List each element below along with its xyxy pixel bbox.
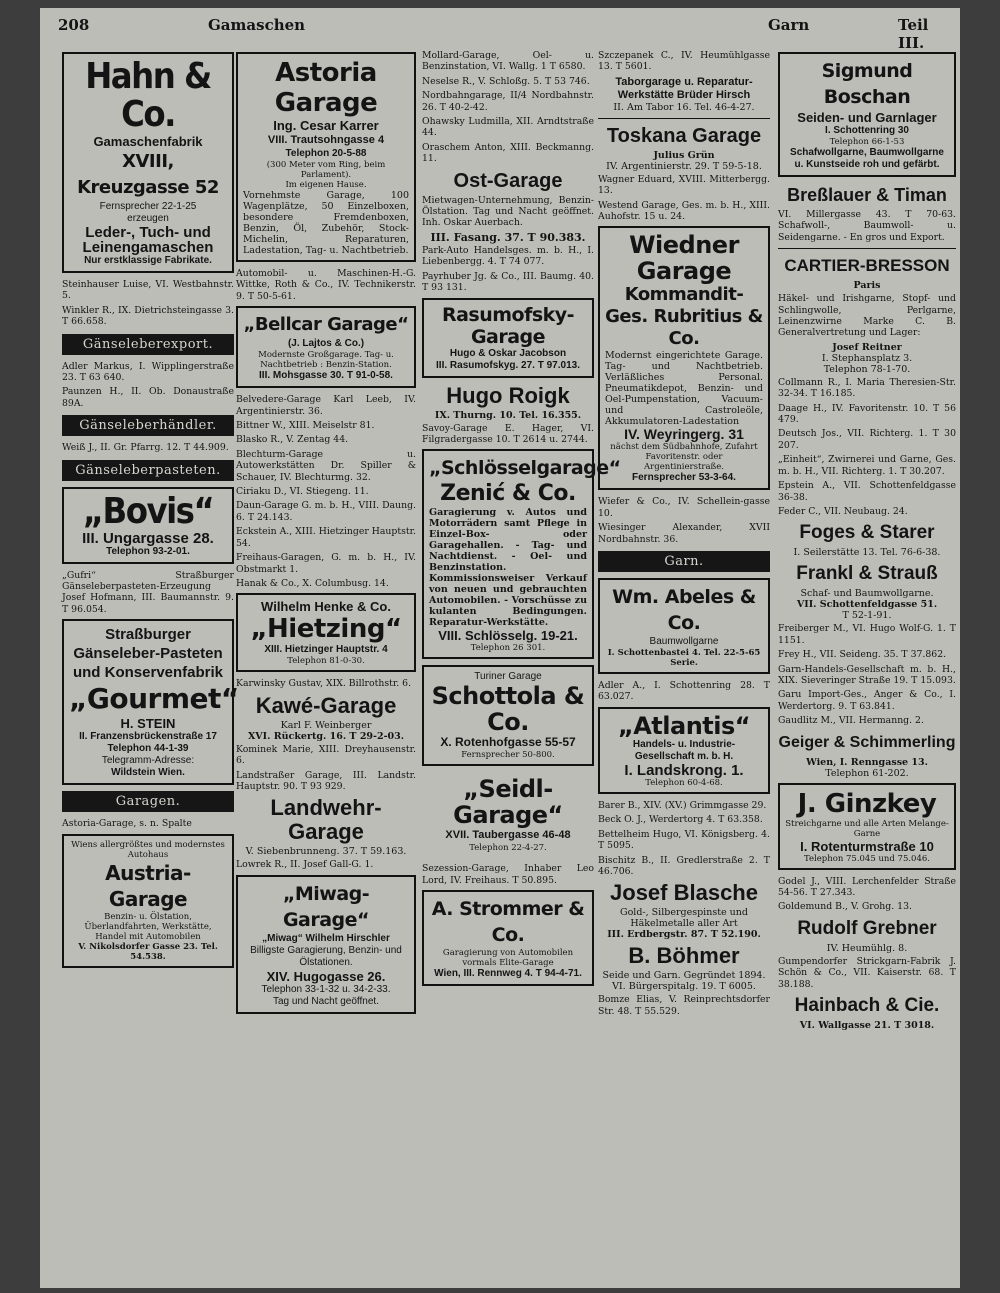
ad-text: Vornehmste Garage, 100 Wagenplätze, 50 Einzelboxen, besondere Fremdenboxen, Benzin, Öl, Zubehör, Stock-Michelin, Reparaturen, Ladestation, Tag- u. Nachtbetrieb.: [243, 190, 409, 256]
ad-astoria: [236, 52, 416, 262]
ad-address: XIII. Hietzinger Hauptstr. 4: [264, 644, 388, 656]
list-item: Steinhauser Luise, VI. Westbahnstr. 5.: [62, 279, 234, 302]
ad-text: Gold-, Silbergespinste und Häkelmetalle aller Art: [620, 907, 748, 930]
ad-address: IX. Thurng. 10. Tel. 16.355.: [434, 409, 582, 421]
ad-address: I. Rotenturmstraße 10: [800, 838, 934, 854]
list-item: Garu Import-Ges., Anger & Co., I. Werdertorg. 9. T 63.841.: [778, 689, 956, 712]
ad-text: Billigste Garagierung, Benzin- und Ölstationen.: [250, 944, 402, 968]
list-item: Freiberger M., VI. Hugo Wolf-G. 1. T 1151.: [778, 623, 956, 646]
ad-phone: Telephon 44-1-39: [107, 743, 189, 755]
ad-text: Seide und Garn. Gegründet 1894.: [602, 970, 766, 982]
ad-owner: H. STEIN: [120, 716, 176, 732]
ad-roigk-title: Hugo Roigk: [446, 382, 570, 408]
ad-text: (300 Meter vom Ring, beim Parlament).: [266, 160, 386, 180]
list-item: Payrhuber Jg. & Co., III. Baumg. 40. T 93 131.: [422, 270, 594, 294]
ad-owner: „Miwag“ Wilhelm Hirschler: [262, 932, 390, 944]
ad-owner: Josef Reitner: [832, 341, 902, 353]
ad-title: Hahn & Co.: [85, 56, 211, 135]
list-item: Sezession-Garage, Inhaber Leo Lord, IV. Freihaus. T 50.895.: [422, 863, 594, 886]
ad-phone: Telephon 78-1-70.: [823, 363, 911, 375]
list-item: Daun-Garage G. m. b. H., VIII. Daung. 6. T 24.143.: [236, 500, 416, 523]
list-item: Daage H., IV. Favoritenstr. 10. T 56 479.: [778, 402, 956, 426]
ad-text: Garagierung v. Autos und Motorrädern samt Pflege in Einzel-Box- oder Garagehallen. - Tag- und Nachtdienst. - Oel- und Benzinstation. Kommissionsweiser Verkauf von neuen und gebrauchten Automobilen. - Vorschüsse zu kulanten Bedingungen. Reparatur-Werkstätte.: [429, 507, 587, 629]
ad-text: Modernste Großgarage. Tag- u. Nachtbetrieb : Benzin-Station.: [258, 350, 394, 371]
list-item: Eckstein A., XIII. Hietzinger Hauptstr. 54.: [236, 526, 416, 549]
ad-cartier-title: CARTIER-BRESSON: [784, 256, 950, 276]
ad-subtitle: Schaf- und Baumwollgarne.: [800, 588, 934, 600]
ad-title: J. Ginzkey: [797, 788, 937, 819]
list-item: „Einheit“, Zwirnerei und Garne, Ges. m. b. H., VII. Richterg. 1. T 30.207.: [778, 454, 956, 477]
ad-address: VI. Wallgasse 21. T 3018.: [799, 1020, 935, 1031]
column-2: [236, 48, 416, 1284]
ad-title: „Seidl-Garage“: [453, 775, 563, 830]
list-item: Wagner Eduard, XVIII. Mitterbergg. 13.: [598, 173, 770, 197]
list-item: Ciriaku D., VI. Stiegeng. 11.: [236, 486, 369, 498]
list-item: Epstein A., VII. Schottenfeldgasse 36-38.: [778, 480, 956, 503]
list-item: Savoy-Garage E. Hager, VI. Filgradergasse 10. T 2614 u. 2744.: [422, 422, 594, 445]
page-header: [58, 12, 954, 52]
section-heading: Garagen.: [62, 791, 234, 812]
ad-text: VI. Millergasse 43. T 70-63. Schafwoll-, Baumwoll- u. Seidengarne. - En gros und Export.: [778, 209, 956, 243]
ad-ginzkey: [778, 783, 956, 870]
ad-text: Tag und Nacht geöffnet.: [272, 995, 379, 1007]
ad-phone: T 52-1-91.: [842, 610, 892, 622]
list-item: Winkler R., IX. Dietrichsteingasse 3. T 66.658.: [62, 304, 234, 328]
ad-strommer: [422, 890, 594, 986]
list-item: Landstraßer Garage, III. Landstr. Hauptstr. 90. T 93 929.: [236, 769, 416, 792]
ad-geiger-title: Geiger & Schimmerling: [778, 733, 956, 751]
ad-text: Schafwollgarne, Baumwollgarne u. Kunstseide roh und gefärbt.: [790, 147, 944, 170]
ad-address: VI. Bürgerspitalg. 19. T 6005.: [612, 981, 756, 993]
ad-subtitle: Gamaschenfabrik: [93, 134, 203, 149]
ad-phone: Telephon 66-1-53: [829, 137, 905, 147]
ad-address: XVIII, Kreuzgasse 52: [77, 151, 219, 198]
list-item: Kominek Marie, XIII. Dreyhausenstr. 6.: [236, 743, 416, 767]
ad-title: Rasumofsky-Garage: [441, 303, 575, 348]
ad-bellcar: [236, 306, 416, 388]
ad-title: Wm. Abeles & Co.: [612, 586, 756, 635]
ad-gourmet: [62, 619, 239, 785]
ad-text: Turiner Garage: [474, 671, 542, 683]
ad-wiedner: [598, 226, 770, 490]
column-4: [598, 48, 770, 1284]
ad-address: III. Ungargasse 28.: [82, 529, 214, 547]
header-left-word: Gamaschen: [208, 16, 306, 34]
directory-page: [40, 8, 960, 1288]
list-item: Astoria-Garage, s. n. Spalte: [62, 818, 192, 830]
column-3: [422, 48, 621, 1284]
ad-text: Handels- u. Industrie-Gesellschaft m. b. H.: [632, 738, 736, 762]
list-item: Westend Garage, Ges. m. b. H., XIII. Auhofstr. 15 u. 24.: [598, 199, 770, 223]
ad-frankl-title: Frankl & Strauß: [796, 563, 938, 585]
list-item: Gumpendorfer Strickgarn-Fabrik J. Schön & Co., VII. Kaiserstr. 68. T 38.188.: [778, 955, 956, 990]
list-item: Lowrek R., II. Josef Gall-G. 1.: [236, 859, 374, 871]
list-item: Park-Auto Handelsges. m. b. H., I. Liebenbergg. 4. T 74 077.: [422, 244, 594, 268]
ad-title: Wiedner Garage: [629, 231, 739, 286]
ad-hahn: [62, 52, 234, 273]
list-item: „Gufri“ Straßburger Gänseleberpasteten-Erzeugung Josef Hofmann, III. Baumannstr. 9. T 96.054.: [62, 569, 234, 615]
ad-title: „Miwag-Garage“: [282, 882, 370, 931]
ad-address: III. Rasumofskyg. 27. T 97.013.: [436, 359, 580, 371]
ad-owner: Karl F. Weinberger: [280, 719, 372, 731]
list-item: Neselse R., V. Schloßg. 5. T 53 746.: [422, 75, 590, 87]
ad-phone: Telephon 61-202.: [825, 767, 909, 779]
ad-address: I. Stephansplatz 3.: [821, 352, 913, 364]
column-1: [62, 48, 239, 1284]
ad-phone: Fernsprecher 22-1-25: [99, 201, 197, 212]
ad-text: Mietwagen-Unternehmung, Benzin-Ölstation. Tag und Nacht geöffnet. Inh. Oskar Auerbach.: [422, 194, 594, 229]
ad-subtitle: Seiden- und Garnlager: [797, 110, 937, 125]
list-item: Garn-Handels-Gesellschaft m. b. H., XIX. Sieveringer Straße 19. T 15.093.: [778, 663, 956, 686]
list-item: Ohawsky Ludmilla, XII. Arndtstraße 44.: [422, 116, 594, 139]
ad-title: A. Strommer & Co.: [431, 898, 585, 947]
divider: [778, 248, 956, 249]
ad-text: Streichgarne und alle Arten Melange-Garne: [785, 818, 949, 839]
list-item: Paunzen H., II. Ob. Donaustraße 89A.: [62, 386, 234, 409]
ad-boschan: [778, 52, 956, 177]
ad-address: VIII. Schlösselg. 19-21.: [438, 628, 578, 644]
list-item: Adler A., I. Schottenring 28. T 63.027.: [598, 680, 770, 703]
ad-text: erzeugen: [127, 213, 169, 224]
ad-text: Garagierung von Automobilen vormals Elite-Garage: [442, 948, 574, 969]
ad-text: Im eigenen Hause.: [285, 180, 367, 190]
ad-title: „Atlantis“: [617, 711, 751, 740]
ad-address: III. Fasang. 37. T 90.383.: [430, 230, 586, 244]
ad-subtitle: Baumwollgarne: [649, 636, 719, 648]
ad-title: Astoria Garage: [274, 58, 378, 118]
ad-owner: Julius Grün: [653, 149, 715, 161]
ad-address: Wien, III. Rennweg 4. T 94-4-71.: [434, 968, 582, 980]
ad-address: VII. Schottenfeldgasse 51.: [796, 599, 938, 611]
ad-firm: Zenić & Co.: [440, 481, 576, 507]
list-item: Adler Markus, I. Wipplingerstraße 23. T 63 640.: [62, 360, 234, 384]
ad-address: I. Schottenbastei 4. Tel. 22-5-65 Serie.: [607, 648, 761, 669]
ad-phone: Fernsprecher 50-800.: [461, 750, 555, 761]
ad-seidl: [422, 772, 594, 857]
list-item: Nordbahngarage, II/4 Nordbahnstr. 26. T 40-2-42.: [422, 90, 594, 113]
list-item: Bomze Elias, V. Reinprechtsdorfer Str. 48. T 55.529.: [598, 994, 770, 1017]
ad-address: XVII. Taubergasse 46-48: [445, 829, 571, 842]
ad-phone: Telephon 33-1-32 u. 34-2-33.: [261, 983, 391, 995]
ad-foges-title: Foges & Starer: [799, 522, 935, 544]
ad-phone: Telephon 26 301.: [470, 643, 546, 654]
ad-address: III. Erdbergstr. 87. T 52.190.: [607, 929, 761, 941]
ad-text: Wiens allergrößtes und modernstes Autohaus: [71, 839, 225, 860]
divider: [598, 118, 770, 119]
list-item: Weiß J., II. Gr. Pfarrg. 12. T 44.909.: [62, 442, 229, 454]
ad-bresslauer-title: Breßlauer & Timan: [787, 185, 947, 205]
ad-henke: [236, 593, 416, 672]
list-item: Bittner W., XIII. Meiselstr 81.: [236, 420, 375, 432]
ad-text: Modernst eingerichtete Garage. Tag- und Nachtbetrieb. Verläßliches Personal. Pneumatikdepot, Benzin- und Oel-Pumpenstation, Vacuum- und Castroleöle, Akkumulatoren-Ladestation: [605, 350, 763, 428]
list-item: Godel J., VIII. Lerchenfelder Straße 54-56. T 27.343.: [778, 875, 956, 898]
ad-ost-title: Ost-Garage: [453, 169, 563, 192]
section-heading: Gänseleberpasteten.: [62, 460, 234, 481]
ad-title: „Gourmet“: [69, 682, 239, 716]
ad-city: Paris: [853, 280, 881, 292]
header-center-word: Garn: [768, 16, 810, 34]
ad-phone: Telephon 93-2-01.: [106, 545, 190, 557]
ad-tabor-title: Taborgarage u. Reparatur-Werkstätte Brüder Hirsch: [615, 75, 753, 101]
ad-address: III. Mohsgasse 30. T 91-0-58.: [259, 370, 393, 382]
list-item: Wiesinger Alexander, XVII Nordbahnstr. 36.: [598, 522, 770, 545]
ad-austria: [62, 834, 234, 968]
list-item: Deutsch Jos., VII. Richterg. 1. T 30 207.: [778, 428, 956, 451]
list-item: Beck O. J., Werdertorg 4. T 63.358.: [598, 814, 763, 826]
ad-rasumofsky: [422, 298, 594, 378]
list-item: Wiefer & Co., IV. Schellein-gasse 10.: [598, 496, 770, 519]
ad-address: XVI. Rückertg. 16. T 29-2-03.: [247, 730, 405, 742]
list-item: Barer B., XIV. (XV.) Grimmgasse 29.: [598, 799, 767, 811]
list-item: Belvedere-Garage Karl Leeb, IV. Argentinierstr. 36.: [236, 394, 416, 417]
list-item: Goldemund B., V. Grohg. 13.: [778, 901, 912, 913]
ad-phone: Fernsprecher 53-3-64.: [632, 472, 736, 484]
list-item: Mollard-Garage, Oel- u. Benzinstation, VI. Wallg. 1 T 6580.: [422, 50, 594, 73]
ad-address: Wien, I. Renngasse 13.: [806, 756, 928, 768]
ad-text: Häkel- und Irishgarne, Stopf- und Schlingwolle, Perlgarne, Leinenzwirne Marke C. B. Generalvertretung und Lager:: [778, 293, 956, 339]
ad-title: „Hietzing“: [250, 614, 402, 645]
list-item: Frey H., VII. Seideng. 35. T 37.862.: [778, 649, 947, 661]
list-item: Szczepanek C., IV. Heumühlgasse 13. T 5601.: [598, 50, 770, 73]
ad-owner: Wilhelm Henke & Co.: [261, 599, 391, 615]
page-number: 208: [58, 16, 90, 34]
ad-owner: Ing. Cesar Karrer: [273, 118, 379, 133]
section-heading: Gänseleberhändler.: [62, 415, 234, 436]
ad-title: Sigmund Boschan: [821, 60, 913, 108]
list-item: Feder C., VII. Neubaug. 24.: [778, 505, 908, 517]
ad-toskana-title: Toskana Garage: [606, 124, 762, 147]
ad-address: I. Landskrong. 1.: [624, 761, 744, 779]
ad-miwag: [236, 875, 416, 1014]
list-item: Karwinsky Gustav, XIX. Billrothstr. 6.: [236, 678, 412, 690]
ad-kawe-title: Kawé-Garage: [255, 692, 397, 718]
ad-landwehr-title: Landwehr-Garage: [270, 795, 382, 845]
ad-phone: Telephon 60-4-68.: [645, 777, 723, 788]
section-heading: Gänseleberexport.: [62, 334, 234, 355]
ad-address: IV. Argentinierstr. 29. T 59-5-18.: [606, 160, 762, 172]
ad-address: II. Franzensbrückenstraße 17: [79, 731, 217, 743]
list-item: Automobil- u. Maschinen-H.-G. Wittke, Roth & Co., IV. Technikerstr. 9. T 50-5-61.: [236, 268, 416, 302]
ad-grebner-title: Rudolf Grebner: [797, 917, 937, 939]
list-item: Gaudlitz M., VII. Hermanng. 2.: [778, 715, 924, 727]
ad-address: XIV. Hugogasse 26.: [266, 968, 386, 984]
ad-address: V. Nikolsdorfer Gasse 23. Tel. 54.538.: [78, 941, 218, 962]
list-item: Bischitz B., II. Gredlerstraße 2. T 46.706.: [598, 854, 770, 877]
ad-firm: Kommandit-Ges. Rubritius & Co.: [605, 284, 763, 350]
ad-phone: Telephon 20-5-88: [285, 148, 367, 159]
ad-blasche-title: Josef Blasche: [610, 880, 758, 906]
list-item: Hanak & Co., X. Columbusg. 14.: [236, 577, 389, 589]
ad-title: Schottola & Co.: [431, 682, 585, 737]
ad-owner: (J. Lajtos & Co.): [287, 338, 365, 350]
column-5: [778, 48, 956, 1284]
ad-text: Leder-, Tuch- und Leinengamaschen: [82, 224, 214, 256]
ad-text: Wildstein Wien.: [111, 767, 185, 779]
ad-title: „Bovis“: [82, 490, 214, 532]
ad-address: VIII. Trautsohngasse 4: [267, 134, 385, 146]
ad-address: X. Rotenhofgasse 55-57: [440, 735, 576, 750]
ad-text: nächst dem Südbahnhofe, Zufahrt Favoritenstr. oder Argentinierstraße.: [610, 442, 758, 473]
ad-owner: Hugo & Oskar Jacobson: [449, 347, 567, 359]
ad-title: „Schlösselgarage“: [429, 457, 621, 480]
ad-abeles: [598, 578, 770, 674]
section-heading: Garn.: [598, 551, 770, 572]
ad-text: Telegramm-Adresse:: [101, 755, 195, 767]
ad-title: Austria-Garage: [105, 860, 191, 911]
ad-address: II. Am Tabor 16. Tel. 46-4-27.: [613, 101, 755, 113]
header-part: Teil III.: [898, 16, 929, 52]
ad-subtitle: Straßburger Gänseleber-Pasteten und Konservenfabrik: [72, 626, 224, 682]
ad-address: I. Schottenring 30: [825, 125, 909, 136]
list-item: Blechturm-Garage u. Autowerkstätten Dr. Spiller & Schauer, IV. Blechturmg. 32.: [236, 448, 416, 483]
ad-hainbach-title: Hainbach & Cie.: [794, 995, 940, 1016]
ad-bovis: [62, 487, 234, 564]
ad-address: V. Siebenbrunneng. 37. T 59.163.: [245, 846, 407, 858]
list-item: Oraschem Anton, XIII. Beckmanng. 11.: [422, 141, 594, 165]
list-item: Freihaus-Garagen, G. m. b. H., IV. Obstmarkt 1.: [236, 552, 416, 575]
ad-phone: Telephon 22-4-27.: [469, 843, 547, 854]
ad-text: Benzin- u. Ölstation, Überlandfahrten, Werkstätte, Handel mit Automobilen: [84, 911, 212, 942]
ad-text: Nur erstklassige Fabrikate.: [84, 255, 212, 266]
ad-address: IV. Heumühlg. 8.: [826, 942, 908, 954]
ad-title: „Bellcar Garage“: [243, 314, 409, 336]
ad-schloessel: [422, 449, 621, 659]
list-item: Collmann R., I. Maria Theresien-Str. 32-34. T 16.185.: [778, 376, 956, 400]
ad-phone: Telephon 81-0-30.: [287, 656, 365, 667]
ad-atlantis: [598, 707, 770, 794]
ad-address: IV. Weyringerg. 31: [624, 426, 744, 443]
ad-boehmer-title: B. Böhmer: [628, 943, 740, 969]
ad-phone: Telephon 75.045 und 75.046.: [804, 853, 930, 864]
ad-schottola: [422, 665, 594, 766]
list-item: Blasko R., V. Zentag 44.: [236, 434, 349, 446]
ad-address: I. Seilerstätte 13. Tel. 76-6-38.: [793, 547, 941, 559]
list-item: Bettelheim Hugo, VI. Königsberg. 4. T 5095.: [598, 828, 770, 852]
